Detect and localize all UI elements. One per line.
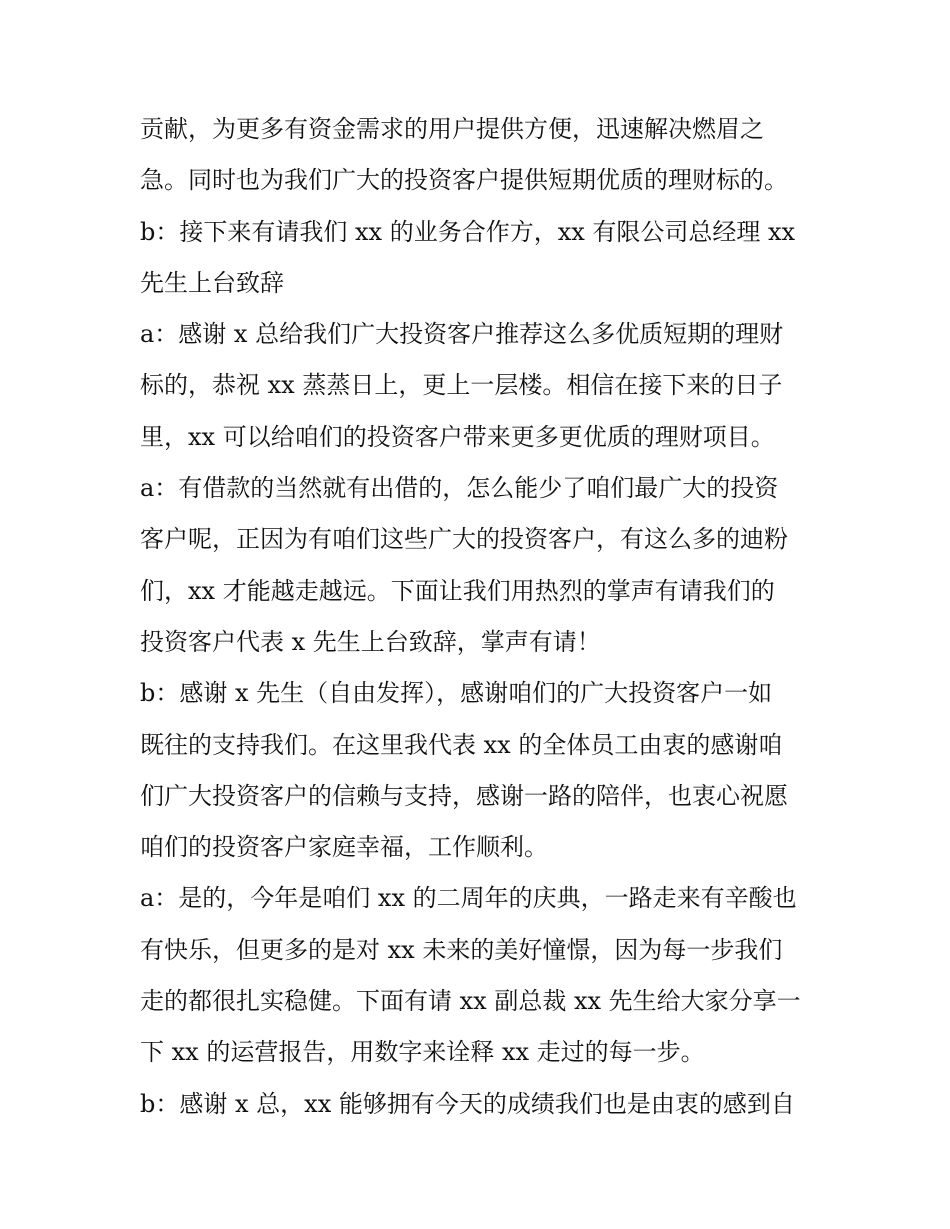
text-line: 走的都很扎实稳健。下面有请 xx 副总裁 xx 先生给大家分享一 [140, 987, 801, 1016]
text-line: 下 xx 的运营报告，用数字来诠释 xx 走过的每一步。 [140, 1038, 705, 1067]
text-line: 投资客户代表 x 先生上台致辞，掌声有请！ [140, 627, 601, 656]
text-line: 先生上台致辞 [140, 268, 284, 297]
document-body [140, 104, 820, 1130]
text-line: 标的，恭祝 xx 蒸蒸日上，更上一层楼。相信在接下来的日子 [140, 371, 783, 400]
text-line: 客户呢，正因为有咱们这些广大的投资客户，有这么多的迪粉 [140, 525, 788, 554]
text-line: 有快乐，但更多的是对 xx 未来的美好憧憬，因为每一步我们 [140, 935, 783, 964]
text-line: b：感谢 x 总，xx 能够拥有今天的成绩我们也是由衷的感到自 [140, 1089, 795, 1118]
text-line: 们广大投资客户的信赖与支持，感谢一路的陪伴，也衷心祝愿 [140, 781, 788, 810]
text-line: a：是的，今年是咱们 xx 的二周年的庆典，一路走来有辛酸也 [140, 884, 797, 913]
text-line: 贡献，为更多有资金需求的用户提供方便，迅速解决燃眉之 [140, 115, 764, 143]
text-line: 里，xx 可以给咱们的投资客户带来更多更优质的理财项目。 [140, 422, 775, 451]
text-line: b：感谢 x 先生（自由发挥），感谢咱们的广大投资客户一如 [140, 679, 773, 708]
text-line: 咱们的投资客户家庭幸福，工作顺利。 [140, 833, 548, 862]
text-line: 急。同时也为我们广大的投资客户提供短期优质的理财标的。 [140, 166, 788, 195]
text-line: 既往的支持我们。在这里我代表 xx 的全体员工由衷的感谢咱 [140, 730, 783, 759]
text-line: 们，xx 才能越走越远。下面让我们用热烈的掌声有请我们的 [140, 576, 775, 605]
text-line: a：有借款的当然就有出借的，怎么能少了咱们最广大的投资 [140, 474, 779, 503]
text-line: b：接下来有请我们 xx 的业务合作方，xx 有限公司总经理 xx [140, 217, 796, 246]
text-line: a：感谢 x 总给我们广大投资客户推荐这么多优质短期的理财 [140, 320, 784, 349]
